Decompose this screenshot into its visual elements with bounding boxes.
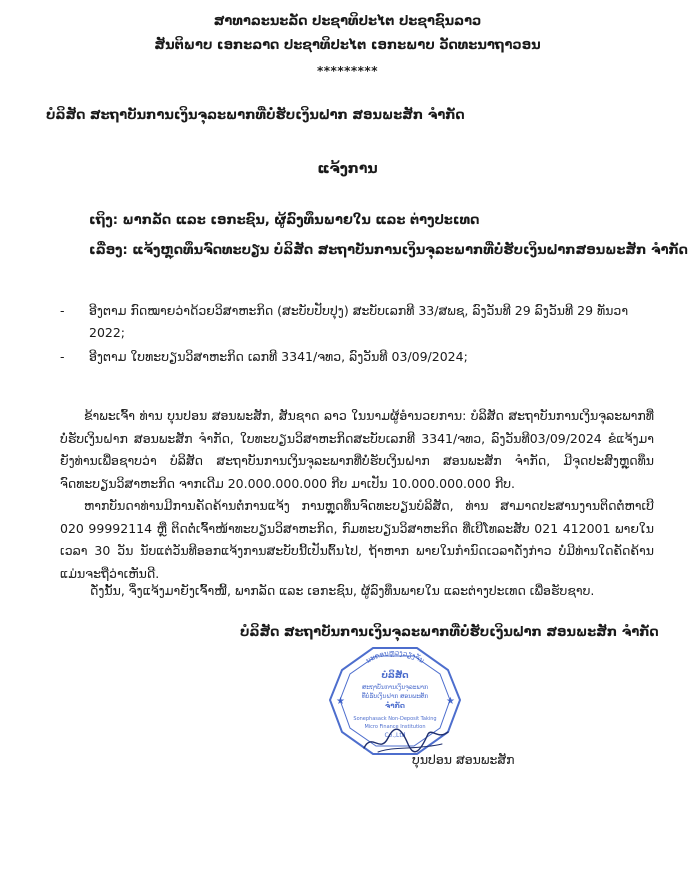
stamp-english-line: Co.,Ltd [384,732,406,739]
stamp-english-line: Micro Finance Institution [364,724,426,730]
reference-item [60,346,650,368]
document-title: ແຈ້ງການ [317,161,378,177]
reference-text: ອີງຕາມ ກົດໝາຍວ່າດ້ວຍວິສາຫະກິດ (ສະບັບປັບປຸງ) ສະບັບເລກທີ 33/ສພຊ, ລົງວັນທີ 29 ລົງວັນທີ 29 ທັນວາ 2022; [89,303,629,340]
notice-body [60,405,654,585]
body-paragraph: ຫາກບັນດາທ່ານມີການຄັດຄ້ານຕໍ່ການແຈ້ງ ການຫຼຸດທຶນຈົດທະບຽນບໍລິສັດ, ທ່ານ ສາມາດປະສານງານຕິດຕໍ່ຫາເບີ 020 99992114 ຫຼື ຕິດຕໍ່ເຈົ້າໜ້າທະບຽນວິສາຫະກິດ, ກົມທະບຽນວິສາຫະກິດ ທີ່ເບີໂທລະສັບ 021 412001 ພາຍໃນເວລາ 30 ວັນ ນັບແຕ່ວັນທີອອກແຈ້ງການສະບັບນີ້ເປັນຕົ້ນໄປ, ຖ້າຫາກ ພາຍໃນກຳນົດເວລາດັ່ງກ່າວ ບໍ່ມີທ່ານໃດຄັດຄ້ານ ແມ່ນຈະຖືວ່າເຫັນດີ. [60,498,654,581]
list-dash: - [60,349,65,364]
closing-sentence: ດັ່ງນັ້ນ, ຈຶ່ງແຈ້ງມາຍັງເຈົ້າໜີ້, ພາກລັດ ແລະ ເອກະຊົນ, ຜູ້ລົງທຶນພາຍໃນ ແລະຕ່າງປະເທດ ເພື່ອຮັບຊາບ. [90,583,595,598]
subject-line: ເລື່ອງ: ແຈ້ງຫຼຸດທຶນຈົດທະບຽນ ບໍລິສັດ ສະຖາບັນການເງິນຈຸລະພາກທີ່ບໍ່ຮັບເງິນຝາກສອນພະສັກ ຈຳກັດ [89,243,688,258]
national-motto-line2: ສັນຕິພາບ ເອກະລາດ ປະຊາທິປະໄຕ ເອກະພາບ ວັດທະນາຖາວອນ [154,38,541,53]
stamp-english-line: Sonephasack Non-Deposit Taking [353,716,437,722]
company-name: ບໍລິສັດ ສະຖາບັນການເງິນຈຸລະພາກທີ່ບໍ່ຮັບເງິນຝາກ ສອນພະສັກ ຈຳກັດ [46,108,465,123]
signer-name: ບຸນປອນ ສອນພະສັກ [412,752,515,767]
reference-item [60,300,650,344]
star-icon: ★ [446,696,455,707]
body-paragraph: ຂ້າພະເຈົ້າ ທ່ານ ບຸນປອນ ສອນພະສັກ, ສັນຊາດ ລາວ ໃນນາມຜູ້ອຳນວຍການ: ບໍລິສັດ ສະຖາບັນການເງິນຈຸລະພາກທີ່ບໍ່ຮັບເງິນຝາກ ສອນພະສັກ ຈຳກັດ, ໃບທະບຽນວິສາຫະກິດສະບັບເລກທີ 3341/ຈທວ, ລົງວັນທີ03/09/2024 ຂໍແຈ້ງມາຍັງທ່ານເພື່ອຊາບວ່າ ບໍລິສັດ ສະຖາບັນການເງິນຈຸລະພາກທີ່ບໍ່ຮັບເງິນຝາກ ສອນພະສັກ ຈຳກັດ, ມີຈຸດປະສົງຫຼຸດທຶນຈົດທະບຽນວິສາຫະກິດ ຈາກເດີມ 20.000.000.000 ກີບ ມາເປັນ 10.000.000.000 ກີບ. [60,408,654,491]
stamp-lao-line: ສະຖາບັນການເງິນຈຸລະພາກ [362,684,428,691]
stamp-top-arc: ນະຄອນຫຼວງວຽງຈັນ [364,648,426,665]
star-icon: ★ [336,696,345,707]
motto-separator: ********* [317,64,378,78]
national-motto-line1: ສາທາລະນະລັດ ປະຊາທິປະໄຕ ປະຊາຊົນລາວ [213,14,482,29]
reference-text: ອີງຕາມ ໃບທະບຽນວິສາຫະກິດ ເລກທີ 3341/ຈທວ, ລົງວັນທີ 03/09/2024; [89,349,468,364]
stamp-title: ບໍລິສັດ [381,671,409,681]
reference-list [60,300,650,368]
recipient-line: ເຖິງ: ພາກລັດ ແລະ ເອກະຊົນ, ຜູ້ລົງທຶນພາຍໃນ ແລະ ຕ່າງປະເທດ [89,213,480,228]
list-dash: - [60,303,65,318]
stamp-lao-line: ຈຳກັດ [385,702,405,710]
stamp-lao-line: ທີ່ບໍ່ຮັບເງິນຝາກ ສອນພະສັກ [361,693,429,700]
signature-company-name: ບໍລິສັດ ສະຖາບັນການເງິນຈຸລະພາກທີ່ບໍ່ຮັບເງິນຝາກ ສອນພະສັກ ຈຳກັດ [240,625,659,640]
